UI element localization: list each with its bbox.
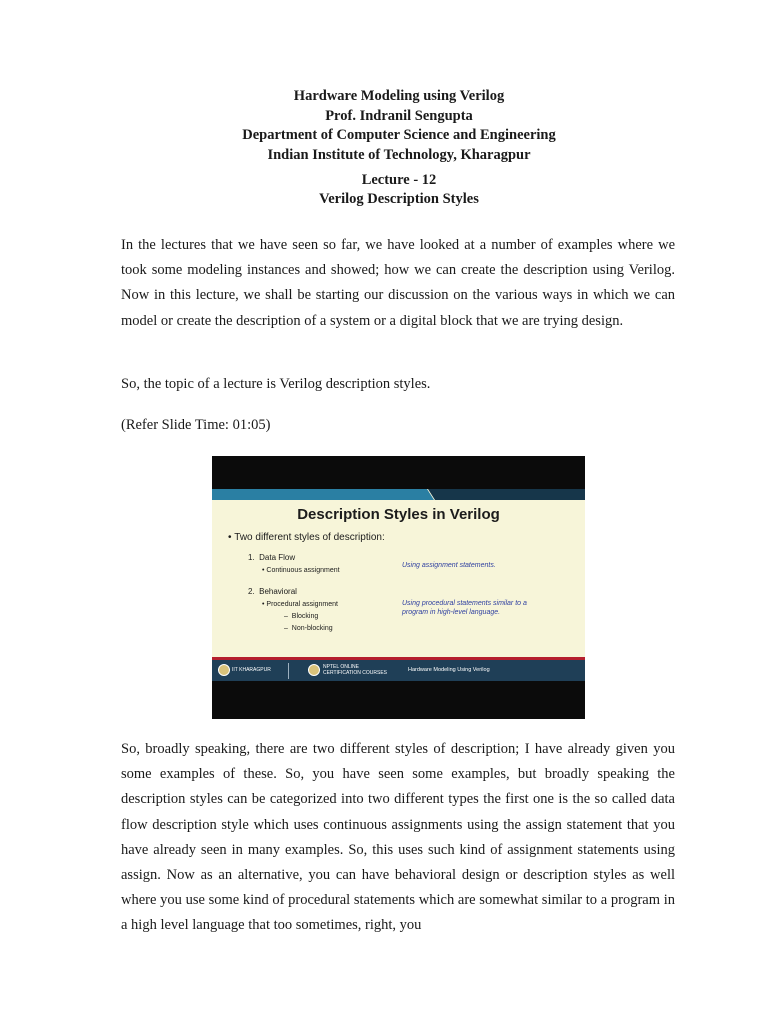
lecture-number: Lecture - 12 (361, 172, 437, 188)
item-sub-text: Procedural assignment (266, 601, 338, 608)
institute-name: Indian Institute of Technology, Kharagpur (267, 146, 531, 163)
item-sub-text: Continuous assignment (266, 567, 340, 574)
slide-item-1 (248, 553, 295, 562)
iit-logo-icon (218, 664, 230, 676)
slide-item-2-note: Using procedural statements similar to a program in high-level language. (402, 600, 527, 616)
body-paragraph: So, broadly speaking, there are two different styles of description; I have already given you some examples of these. So, you have seen some examples, but broadly speaking the description styles can be categorized into two different types the first one is the so called data flow description style which uses continuous assignments using the assign statement that you have already seen in many examples. So, this uses such kind of assignment statements using assign. Now as an alternative, you can have behavioral design or description styles as well where you use some kind of procedural statements which are somewhat similar to a program in a high level language that too sometimes, right, you (121, 741, 675, 934)
slide-time-reference: (Refer Slide Time: 01:05) (121, 417, 271, 433)
department-name: Department of Computer Science and Engineering (242, 127, 556, 143)
bullet-dot-icon: • (228, 532, 235, 543)
footer-divider (288, 663, 289, 679)
slide-item-1-sub (262, 567, 340, 574)
slide-item-2 (248, 587, 297, 596)
item-title: Behavioral (259, 587, 297, 596)
footer-nptel-line-2: CERTIFICATION COURSES (323, 670, 387, 676)
slide-item-2-sub-a (284, 613, 318, 620)
slide-image (212, 456, 585, 719)
slide-content (212, 489, 585, 681)
bullet-dot-icon: • (262, 567, 267, 574)
slide-title: Description Styles in Verilog (297, 506, 500, 523)
body-paragraph: In the lectures that we have seen so far, we have looked at a number of examples where we took some modeling instances and showed; how we can create the description using Verilog. Now in this lecture, we shall be starting our discussion on the various ways in which we can model or create the description of a system or a digital block that we are trying design. (121, 237, 675, 329)
document-header (0, 87, 768, 165)
course-title: Hardware Modeling using Verilog (293, 88, 505, 104)
item-sub-text: Non-blocking (291, 625, 333, 632)
footer-course-name: Hardware Modeling Using Verilog (408, 667, 490, 673)
bullet-dot-icon: • (262, 601, 267, 608)
slide-item-2-sub-b (284, 625, 333, 632)
footer-nptel (323, 664, 387, 676)
slide-item-2-sub (262, 601, 338, 608)
item-number: 1. (248, 553, 255, 562)
item-sub-text: Blocking (291, 613, 319, 620)
footer-nptel-line-1: NPTEL ONLINE (323, 664, 359, 670)
lecture-title: Verilog Description Styles (319, 191, 479, 207)
lecture-heading (0, 171, 768, 209)
dash-icon: – (284, 625, 292, 632)
footer-institute: IIT KHARAGPUR (232, 667, 271, 673)
item-number: 2. (248, 587, 255, 596)
dash-icon: – (284, 613, 292, 620)
slide-footer (212, 657, 585, 681)
slide-header-band (212, 489, 585, 500)
professor-name: Prof. Indranil Sengupta (325, 107, 473, 124)
slide-bullet-text: Two different styles of description: (234, 532, 385, 543)
nptel-logo-icon (308, 664, 320, 676)
item-title: Data Flow (259, 553, 296, 562)
body-paragraph: So, the topic of a lecture is Verilog description styles. (121, 376, 431, 392)
slide-item-1-note: Using assignment statements. (402, 562, 496, 569)
slide-bullet (228, 532, 385, 543)
